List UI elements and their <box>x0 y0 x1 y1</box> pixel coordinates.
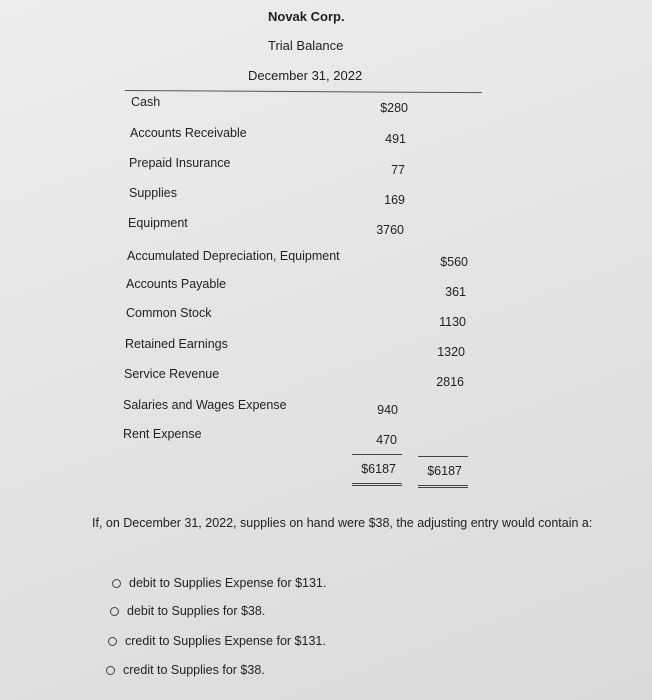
radio-button-icon[interactable] <box>106 666 115 675</box>
credit-total: $6187 <box>427 464 462 478</box>
radio-button-icon[interactable] <box>112 579 121 588</box>
credit-total-rule <box>418 456 468 457</box>
account-name-cash: Cash <box>131 95 161 109</box>
account-name-accumulated-depreciation: Accumulated Depreciation, Equipment <box>127 249 340 263</box>
header-rule <box>125 90 482 93</box>
answer-option-4[interactable] <box>106 663 265 677</box>
answer-option-label: debit to Supplies for $38. <box>127 604 266 618</box>
report-title: Trial Balance <box>268 38 344 53</box>
answer-option-label: debit to Supplies Expense for $131. <box>129 576 327 590</box>
debit-amount-rent-expense: 470 <box>376 433 397 447</box>
answer-option-3[interactable] <box>108 634 326 648</box>
question-text: If, on December 31, 2022, supplies on hand were $38, the adjusting entry would contain a: <box>92 516 593 530</box>
account-name-prepaid-insurance: Prepaid Insurance <box>129 156 231 170</box>
report-date: December 31, 2022 <box>248 68 363 83</box>
credit-amount-service-revenue: 2816 <box>436 375 464 389</box>
answer-option-label: credit to Supplies for $38. <box>123 663 265 677</box>
debit-amount-prepaid-insurance: 77 <box>391 163 405 177</box>
credit-amount-accumulated-depreciation: $560 <box>440 255 468 269</box>
account-name-accounts-receivable: Accounts Receivable <box>130 126 247 140</box>
account-name-accounts-payable: Accounts Payable <box>126 277 227 291</box>
answer-option-2[interactable] <box>110 604 265 618</box>
credit-amount-accounts-payable: 361 <box>445 285 466 299</box>
debit-total: $6187 <box>361 462 396 476</box>
account-name-common-stock: Common Stock <box>126 306 212 320</box>
debit-amount-cash: $280 <box>380 101 408 115</box>
credit-total-double-rule <box>418 485 468 488</box>
account-name-rent-expense: Rent Expense <box>123 427 202 441</box>
debit-amount-supplies: 169 <box>384 193 405 207</box>
answer-option-1[interactable] <box>112 576 326 590</box>
account-name-service-revenue: Service Revenue <box>124 367 220 381</box>
debit-amount-equipment: 3760 <box>376 223 404 237</box>
answer-option-label: credit to Supplies Expense for $131. <box>125 634 326 648</box>
account-name-retained-earnings: Retained Earnings <box>125 337 228 351</box>
account-name-supplies: Supplies <box>129 186 177 200</box>
debit-total-double-rule <box>352 483 402 486</box>
account-name-equipment: Equipment <box>128 216 188 230</box>
radio-button-icon[interactable] <box>110 607 119 616</box>
radio-button-icon[interactable] <box>108 637 117 646</box>
company-name: Novak Corp. <box>268 9 345 24</box>
debit-amount-salaries-wages-expense: 940 <box>377 403 398 417</box>
credit-amount-retained-earnings: 1320 <box>437 345 465 359</box>
account-name-salaries-wages-expense: Salaries and Wages Expense <box>123 398 287 412</box>
credit-amount-common-stock: 1130 <box>439 315 466 329</box>
debit-amount-accounts-receivable: 491 <box>385 132 406 146</box>
debit-total-rule <box>352 454 402 455</box>
